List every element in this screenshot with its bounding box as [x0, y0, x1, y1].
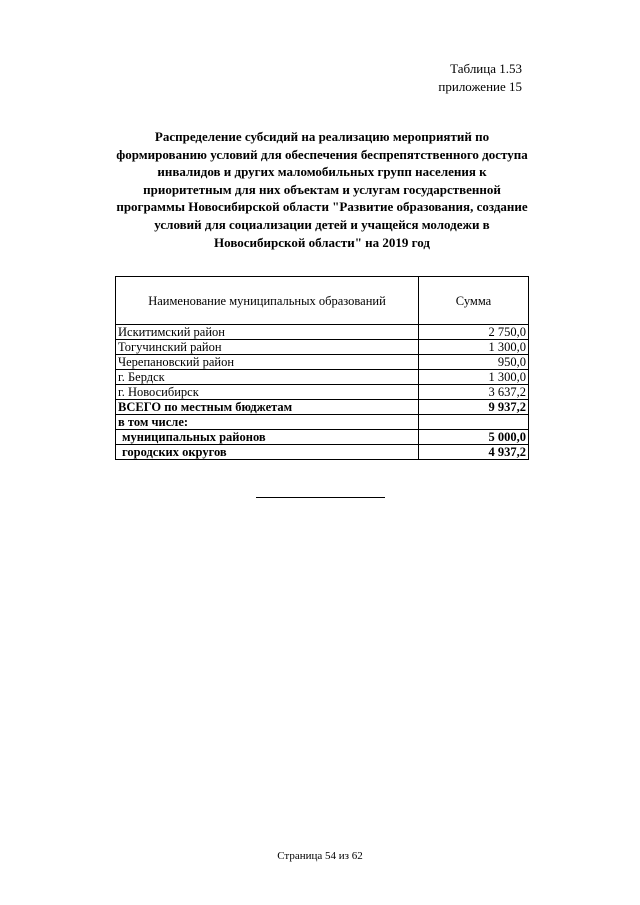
row-sum: 2 750,0: [419, 325, 529, 340]
including-label: в том числе:: [116, 415, 419, 430]
row-sum: 950,0: [419, 355, 529, 370]
table-number: Таблица 1.53: [450, 61, 522, 76]
subtotal-row: [116, 445, 529, 460]
subsidy-table: [115, 276, 529, 460]
subtotal-sum: 4 937,2: [419, 445, 529, 460]
header-name: Наименование муниципальных образований: [116, 277, 419, 325]
subtotal-name: городских округов: [116, 445, 419, 460]
row-sum: 1 300,0: [419, 340, 529, 355]
table-row: [116, 355, 529, 370]
header-sum: Сумма: [419, 277, 529, 325]
total-row: [116, 400, 529, 415]
total-sum: 9 937,2: [419, 400, 529, 415]
table-row: [116, 340, 529, 355]
row-name: Искитимский район: [116, 325, 419, 340]
separator-line: [256, 497, 385, 498]
total-name: ВСЕГО по местным бюджетам: [116, 400, 419, 415]
table-row: [116, 325, 529, 340]
row-name: Черепановский район: [116, 355, 419, 370]
row-name: г. Бердск: [116, 370, 419, 385]
page-number: Страница 54 из 62: [277, 850, 363, 862]
row-sum: 1 300,0: [419, 370, 529, 385]
including-empty: [419, 415, 529, 430]
document-title: Распределение субсидий на реализацию мероприятий по формированию условий для обеспечения беспрепятственного доступа инвалидов и других маломобильных групп населения к приоритетным для них объектам и услугам государственной программы Новосибирской области "Развитие образования, создание условий для социализации детей и учащейся молодежи в Новосибирской области" на 2019 год: [116, 129, 528, 250]
subtotal-name: муниципальных районов: [116, 430, 419, 445]
table-header-row: [116, 277, 529, 325]
row-name: Тогучинский район: [116, 340, 419, 355]
subtotal-sum: 5 000,0: [419, 430, 529, 445]
table-row: [116, 370, 529, 385]
row-sum: 3 637,2: [419, 385, 529, 400]
appendix-number: приложение 15: [438, 79, 522, 94]
subtotal-row: [116, 430, 529, 445]
table-row: [116, 385, 529, 400]
row-name: г. Новосибирск: [116, 385, 419, 400]
including-row: [116, 415, 529, 430]
